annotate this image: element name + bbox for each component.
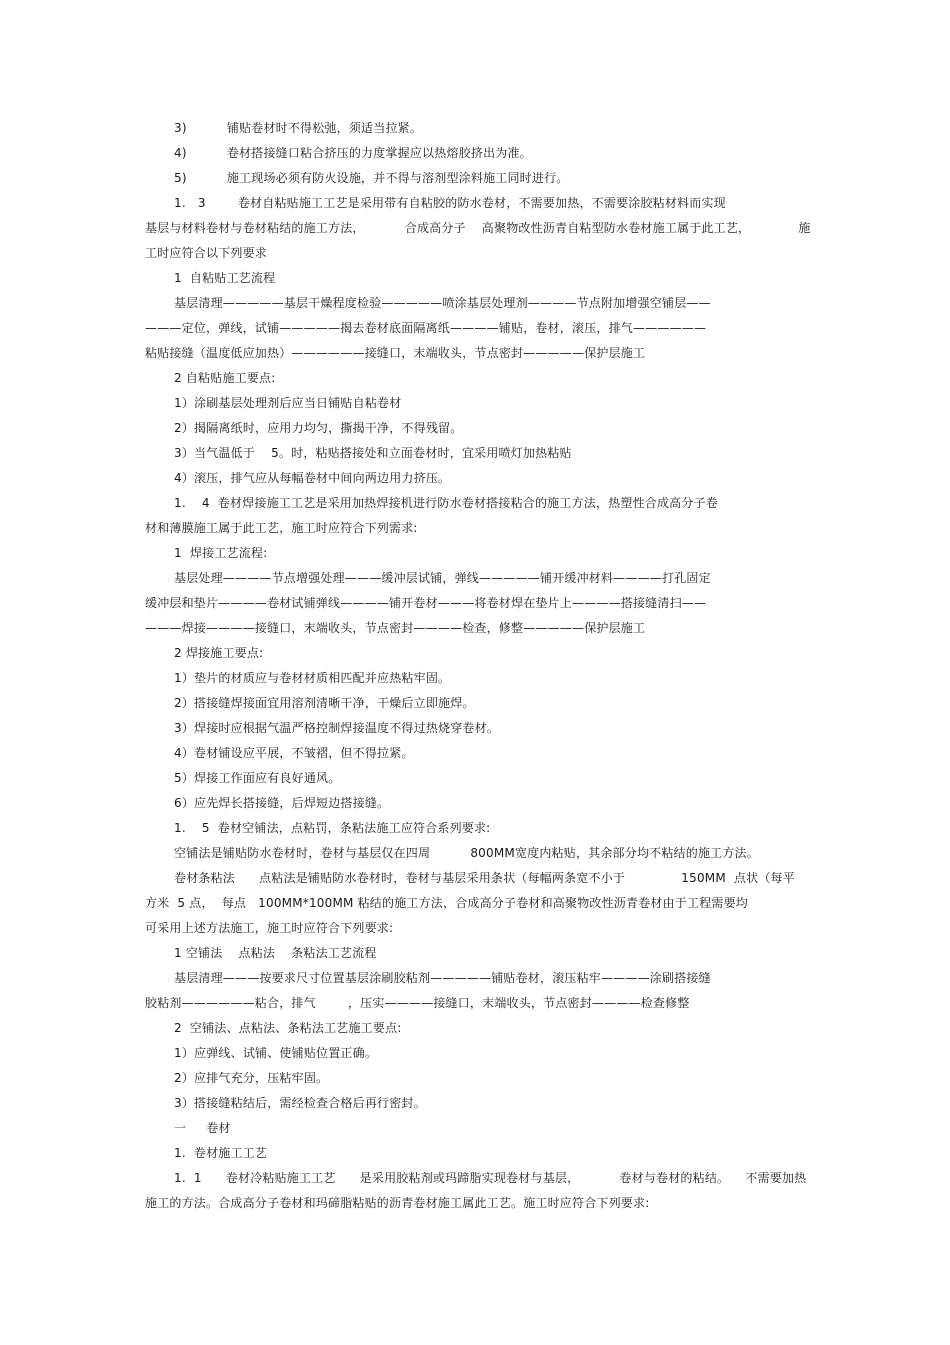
text-line: 缓冲层和垫片————卷材试铺弹线————铺开卷材———将卷材焊在垫片上————搭接缝清扫—— <box>145 596 707 610</box>
text-line: 基层与材料卷材与卷材粘结的施工方法， 合成高分子 高聚物改性沥青自粘型防水卷材施工属于此工艺， 施 <box>145 221 811 235</box>
text-line: 1. 5 卷材空铺法，点粘罚，条粘法施工应符合系列要求: <box>174 821 491 835</box>
text-line: 5）焊接工作面应有良好通风。 <box>174 771 341 785</box>
text-line: 1）应弹线、试铺、使铺贴位置正确。 <box>174 1046 378 1060</box>
text-line: 2）应排气充分，压粘牢固。 <box>174 1071 329 1085</box>
text-line: ———定位，弹线，试铺—————揭去卷材底面隔离纸————铺贴，卷材，滚压，排气—————— <box>145 321 707 335</box>
text-line: 4) 卷材搭接缝口粘合挤压的力度掌握应以热熔胶挤出为准。 <box>174 146 532 160</box>
text-line: 空铺法是铺贴防水卷材时，卷材与基层仅在四周 800MM宽度内粘贴，其余部分均不粘结的施工方法。 <box>174 846 759 860</box>
text-line: 工时应符合以下列要求 <box>145 246 268 260</box>
text-line: 3) 铺贴卷材时不得松弛，须适当拉紧。 <box>174 121 423 135</box>
text-line: 1. 4 卷材焊接施工工艺是采用加热焊接机进行防水卷材搭接粘合的施工方法，热塑性合成高分子卷 <box>174 496 718 510</box>
text-line: 1. 1 卷材冷粘贴施工工艺 是采用胶粘剂或玛蹄脂实现卷材与基层， 卷材与卷材的粘结。 不需要加热 <box>174 1171 807 1185</box>
text-line: 2 自粘贴施工要点: <box>174 371 276 385</box>
text-line: 基层清理—————基层干燥程度检验—————喷涂基层处理剂————节点附加增强空铺层—— <box>174 296 711 310</box>
text-line: 2 焊接施工要点: <box>174 646 264 660</box>
text-line: 胶粘剂——————粘合，排气 ，压实————接缝口，末端收头，节点密封————检查修整 <box>145 996 690 1010</box>
text-line: 5) 施工现场必须有防火设施，并不得与溶剂型涂料施工同时进行。 <box>174 171 569 185</box>
text-line: 2）搭接缝焊接面宜用溶剂清晰干净，干燥后立即施焊。 <box>174 696 475 710</box>
text-line: 基层清理———按要求尺寸位置基层涂刷胶粘剂—————铺贴卷材，滚压粘牢————涂刷搭接缝 <box>174 971 711 985</box>
text-line: 1）涂刷基层处理剂后应当日铺贴自粘卷材 <box>174 396 402 410</box>
text-line: 3）当气温低于 5。时，粘贴搭接处和立面卷材时，宜采用喷灯加热粘贴 <box>174 446 572 460</box>
text-line: 材和薄膜施工属于此工艺，施工时应符合下列需求: <box>145 521 418 535</box>
text-line: 一 卷材 <box>174 1121 231 1135</box>
text-line: 粘贴接缝（温度低应加热）——————接缝口，末端收头，节点密封—————保护层施工 <box>145 346 646 360</box>
text-line: 6）应先焊长搭接缝，后焊短边搭接缝。 <box>174 796 390 810</box>
text-line: 卷材条粘法 点粘法是铺贴防水卷材时，卷材与基层采用条状（每幅两条宽不小于 150MM 点状（每平 <box>174 871 795 885</box>
text-line: 2）揭隔离纸时，应用力均匀，撕揭干净，不得残留。 <box>174 421 463 435</box>
text-line: 4）卷材铺设应平展，不皱褶，但不得拉紧。 <box>174 746 414 760</box>
text-line: 4）滚压，排气应从每幅卷材中间向两边用力挤压。 <box>174 471 451 485</box>
text-line: 1. 3 卷材自粘贴施工工艺是采用带有自粘胶的防水卷材，不需要加热，不需要涂胶粘材料而实现 <box>174 196 726 210</box>
text-line: 3）搭接缝粘结后，需经检查合格后再行密封。 <box>174 1096 426 1110</box>
text-line: 可采用上述方法施工，施工时应符合下列要求: <box>145 921 394 935</box>
text-line: 3）焊接时应根据气温严格控制焊接温度不得过热烧穿卷材。 <box>174 721 500 735</box>
text-line: 2 空铺法、点粘法、条粘法工艺施工要点: <box>174 1021 402 1035</box>
text-line: ———焊接————接缝口，末端收头，节点密封————检查，修整—————保护层施工 <box>145 621 646 635</box>
text-line: 方米 5 点， 每点 100MM*100MM 粘结的施工方法，合成高分子卷材和高聚物改性沥青卷材由于工程需要均 <box>145 896 748 910</box>
text-line: 1 空铺法 点粘法 条粘法工艺流程 <box>174 946 377 960</box>
text-line: 1）垫片的材质应与卷材材质相匹配并应热粘牢固。 <box>174 671 451 685</box>
text-line: 施工的方法。合成高分子卷材和玛碲脂粘贴的沥青卷材施工属此工艺。施工时应符合下列要求: <box>145 1196 650 1210</box>
text-line: 1. 卷材施工工艺 <box>174 1146 268 1160</box>
text-line: 基层处理————节点增强处理———缓冲层试铺，弹线—————铺开缓冲材料————打孔固定 <box>174 571 711 585</box>
text-line: 1 焊接工艺流程: <box>174 546 268 560</box>
text-line: 1 自粘贴工艺流程 <box>174 271 276 285</box>
